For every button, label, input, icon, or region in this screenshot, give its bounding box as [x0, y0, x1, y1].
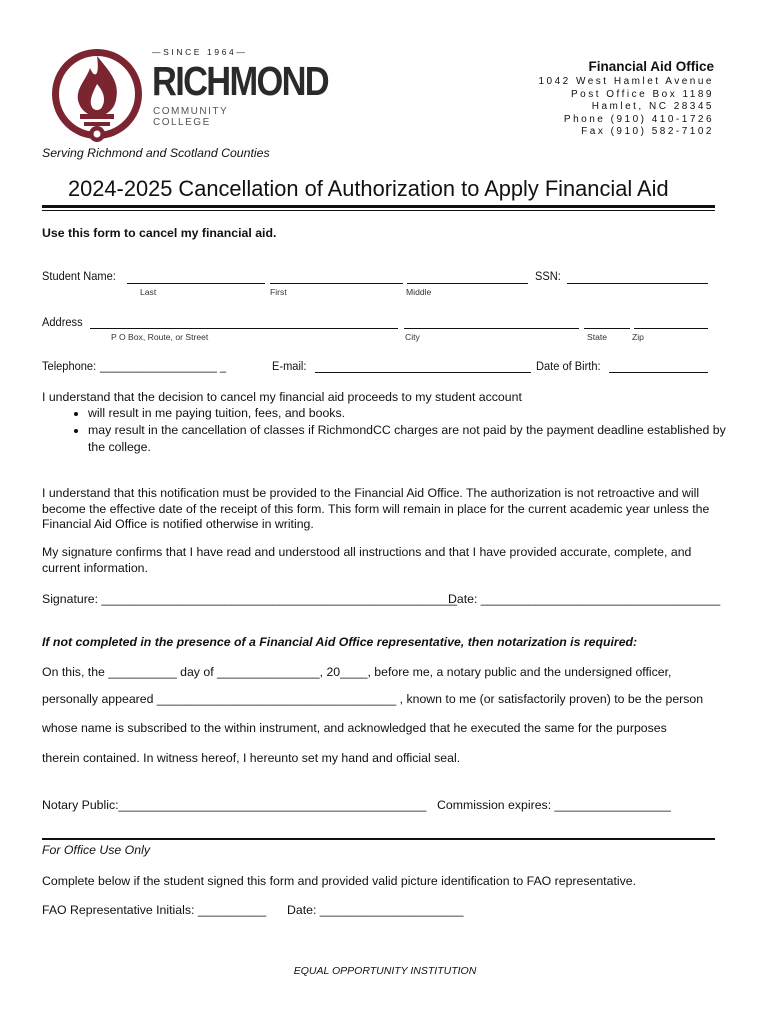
commission-expires-field[interactable]: Commission expires: _________________: [437, 798, 671, 812]
logo-name: RICHMOND: [152, 58, 328, 104]
address-line-3: Hamlet, NC 28345: [591, 101, 714, 112]
office-use-instruction: Complete below if the student signed this form and provided valid picture identification to FAO representative.: [42, 874, 636, 888]
form-instruction: Use this form to cancel my financial aid.: [42, 226, 277, 240]
since-text: —SINCE 1964—: [152, 47, 248, 57]
notary-line-2: personally appeared ___________________________________ , known to me (or satisfactorily proven) to be the person: [42, 692, 704, 706]
notary-heading: If not completed in the presence of a Financial Aid Office representative, then notarization is required:: [42, 635, 638, 649]
ssn-field[interactable]: [567, 283, 708, 284]
notary-line-3: whose name is subscribed to the within instrument, and acknowledged that he executed the same for the purposes: [42, 721, 667, 735]
title-rule-thin: [42, 210, 715, 211]
title-rule: [42, 205, 715, 208]
signature-date-field[interactable]: Date: ___________________________________: [448, 592, 721, 606]
signature-confirmation: My signature confirms that I have read and understood all instructions and that I have provided accurate, complete, and current information.: [42, 545, 692, 575]
footer-text: EQUAL OPPORTUNITY INSTITUTION: [293, 965, 477, 977]
dob-field[interactable]: [609, 372, 708, 373]
city-field[interactable]: [404, 328, 579, 329]
address-label: Address: [42, 315, 83, 329]
tagline: Serving Richmond and Scotland Counties: [42, 146, 270, 160]
street-field[interactable]: [90, 328, 398, 329]
form-title: 2024-2025 Cancellation of Authorization to Apply Financial Aid: [68, 176, 669, 201]
logo-subtitle: COMMUNITY COLLEGE: [153, 106, 228, 128]
ssn-label: SSN:: [535, 269, 561, 283]
office-address-block: [538, 58, 714, 139]
state-field[interactable]: [584, 328, 630, 329]
office-title: Financial Aid Office: [588, 59, 714, 74]
middle-name-field[interactable]: [407, 283, 528, 284]
bullet-item: • may result in the cancellation of classes if RichmondCC charges are not paid by the payment deadline established by the college.: [88, 422, 728, 456]
address-line-1: 1042 West Hamlet Avenue: [538, 76, 714, 87]
middle-label: Middle: [406, 287, 432, 297]
dob-label: Date of Birth:: [536, 359, 601, 373]
fao-initials-field[interactable]: FAO Representative Initials: __________: [42, 903, 267, 917]
state-label: State: [587, 332, 608, 342]
notary-public-field[interactable]: Notary Public:_____________________________________________: [42, 798, 427, 812]
student-name-label: Student Name:: [42, 269, 116, 283]
street-label: P O Box, Route, or Street: [111, 332, 209, 342]
fax-number: Fax (910) 582-7102: [581, 126, 714, 137]
first-label: First: [270, 287, 287, 297]
telephone-label: Telephone:: [42, 359, 97, 373]
telephone-field[interactable]: ___________________ _: [100, 359, 227, 373]
first-name-field[interactable]: [270, 283, 403, 284]
address-line-2: Post Office Box 1189: [570, 88, 714, 100]
email-field[interactable]: [315, 372, 531, 373]
signature-field[interactable]: Signature: ____________________________________________________: [42, 592, 458, 606]
college-logo: [50, 44, 328, 144]
notary-line-4: therein contained. In witness hereof, I hereunto set my hand and official seal.: [42, 751, 461, 765]
city-label: City: [405, 332, 420, 342]
zip-field[interactable]: [634, 328, 708, 329]
flame-gear-icon: [50, 44, 150, 144]
zip-label: Zip: [632, 332, 644, 342]
understand-intro: I understand that the decision to cancel my financial aid proceeds to my student account: [42, 390, 522, 404]
office-use-rule: [42, 838, 715, 840]
last-name-field[interactable]: [127, 283, 265, 284]
bullet-item: • will result in me paying tuition, fees, and books.: [88, 405, 728, 422]
phone-number: Phone (910) 410-1726: [563, 113, 714, 125]
office-use-heading: For Office Use Only: [42, 843, 150, 857]
email-label: E-mail:: [272, 359, 307, 373]
fao-date-field[interactable]: Date: _____________________: [287, 903, 464, 917]
consequence-list: [42, 405, 728, 456]
notification-paragraph: I understand that this notification must be provided to the Financial Aid Office. The authorization is not retroactive and will become the effective date of the receipt of this form. This form will remain in place for the current academic year unless the Financial Aid Office is notified otherwise in writing.: [42, 486, 710, 531]
notary-line-1: On this, the __________ day of _______________, 20____, before me, a notary public and the undersigned officer,: [42, 665, 672, 679]
last-label: Last: [140, 287, 157, 297]
